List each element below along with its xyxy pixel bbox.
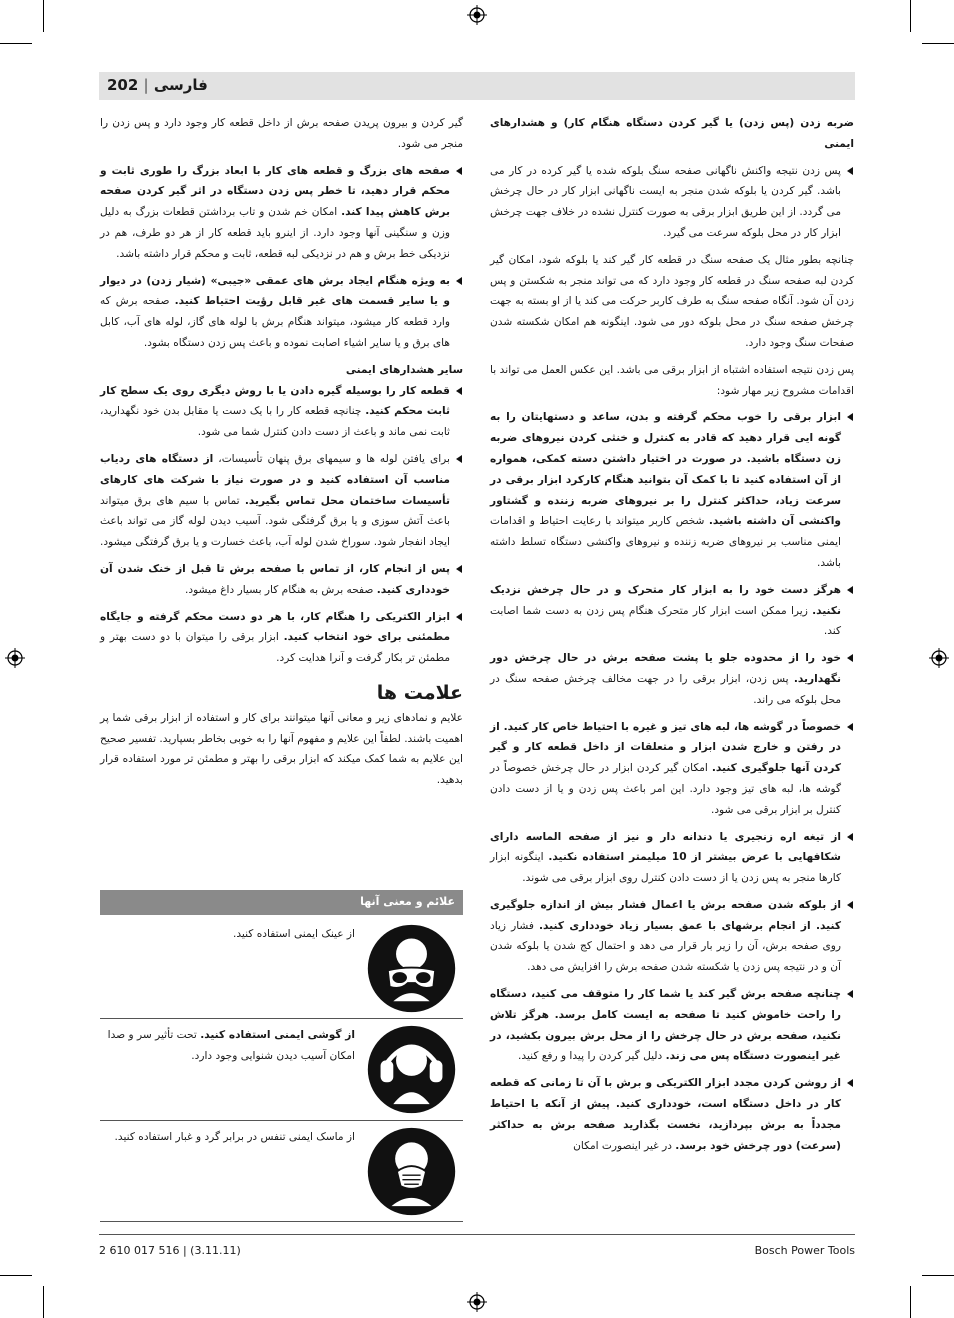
warning-bold: از روشن کردن مجدد ابزار الکتریکی و برش با آن تا زمانی که قطعه کار در داخل دستگاه است، خودداری کنید. پیش از آنکه با احتیاط مجدداً به برش بپردازید، نخست بگذارید صفحه برش به حداکثر (سرعت) دور چرخش خود برسد. [490, 1077, 841, 1152]
warning-bold: از دستگاه های ردیاب مناسب آن استفاده کنید و در صورت نیاز با شرکت های کارهای تأسیسات ساختمان محل تماس بگیرید. [100, 452, 450, 507]
safety-goggles-icon [366, 923, 457, 1014]
list-item [100, 449, 463, 553]
right-column [490, 113, 854, 1162]
warning-text: ابزار برقی را میتوان با دو دست بهتر و مطمئن تر بکار گرفت و آنرا هدایت کرد. [100, 631, 450, 665]
warning-text: صفحه برش به هنگام کار بسیار داغ میشود. [184, 583, 377, 596]
warning-text: شخص کاربر میتواند با رعایت احتیاط و اقدامات ایمنی مناسب بر نیروهای ضربه زننده و نیروهای واکنشی دستگاه تسلط داشته باشد. [490, 515, 841, 569]
symbols-table-header [100, 890, 463, 915]
section-title: علامت ها [376, 681, 463, 704]
dust-mask-icon [366, 1126, 457, 1217]
warning-bold: پس از انجام کار، از تماس با صفحه برش تا قبل از خنک شدن آن خودداری کنید. [100, 562, 450, 596]
table-row [100, 1019, 463, 1121]
page-title [107, 76, 208, 94]
paragraph: پس زدن نتیجه استفاده اشتباه از ابزار برقی می باشد. این عکس العمل می تواند با اقدامات مشروح زیر مهار شود: [490, 363, 854, 397]
symbol-description-text: تحت تأثیر سر و صدا امکان آسیب دیدن شنوایی وجود دارد. [107, 1029, 355, 1062]
list-item [100, 559, 463, 601]
warning-text: تماس با سیم های برق میتواند باعث آتش سوزی و یا برق گرفتگی شود. آسیب دیدن لوله گاز می تواند باعث ایجاد انفجار شود. سوراخ شدن لوله آب، باعث خسارت و یا برق گرفتگی میشود. [100, 494, 450, 549]
warning-text: فشار زیاد روی صفحه برش، آن را زیر بار قرار می دهد و احتمال کج شدن یا بلوکه شدن آن و در نتیجه پس زدن یا شکسته شدن صفحه برش را افزایش می دهد. [490, 919, 841, 974]
header-separator: | [143, 76, 149, 94]
warning-text: صفحه برش که وارد قطعه کار میشود، میتواند هنگام برش با لوله های گاز، لوله های آب، کابل های برق و یا سایر اشیاء اصابت نموده و باعث پس زدن دستگاه بشود. [100, 295, 450, 349]
crop-mark [43, 1286, 44, 1318]
warning-bold: چنانچه صفحه برش گیر کند یا شما کار را متوقف می کنید، دستگاه را راحت خاموش کنید تا صفحه به ایست کامل برسد. هرگز تلاش نکنید، صفحه برش در حال چرخش را از محل برش بیرون بکشید، در غیر اینصورت دستگاه پس می زند. [490, 988, 841, 1063]
list-item [490, 407, 854, 573]
paragraph: علایم و نمادهای زیر و معانی آنها میتوانند برای کار و استفاده از ابزار برقی شما پر اهمیت باشند. لطفاً این علایم و مفهوم آنها را به خوبی بخاطر بسپارید. تفسیر صحیح این علایم به شما کمک میکند که ابزار برقی را بهتر و مطمئن تر مورد استفاده قرار بدهید. [99, 711, 463, 787]
warning-text: چنانچه قطعه کار را با یک دست یا مقابل بدن خود نگهدارید، ثابت نمی ماند و باعث از دست دادن کنترل شما می شود. [100, 405, 450, 439]
section-heading: ضربه زدن (پس زدن) یا گیر کردن دستگاه هنگام کار) و هشدارهای ایمنی [490, 117, 854, 150]
crop-mark [910, 0, 911, 32]
crop-mark [43, 0, 44, 32]
left-column [100, 113, 463, 797]
list-item [100, 381, 463, 443]
warning-text: زیرا ممکن است ابزار کار متحرک هنگام پس زدن به دست شما اصابت کند. [490, 604, 841, 638]
list-item [490, 1073, 854, 1156]
ear-protection-icon [366, 1024, 457, 1115]
symbol-description [105, 1025, 355, 1067]
list-item [100, 161, 463, 265]
brand-name: Bosch Power Tools [754, 1244, 855, 1257]
warning-bold: خود را از محدوده جلو یا پشت صفحه برش در حال چرخش دور نگهدارید. [490, 652, 841, 685]
list-item [490, 648, 854, 710]
warning-text: امکان گیر کردن ابزار در حال چرخش خصوصاً در گوشه ها، لبه های تیز وجود دارد. این امر باعث پس زدن و یا از دست دادن کنترل بر ابزار برقی می شود. [490, 762, 841, 816]
paragraph: چنانچه بطور مثال یک صفحه سنگ در قطعه کار گیر کند یا بلوکه شود، امکان گیر کردن لبه صفحه سنگ در قطعه کار وجود دارد که می تواند منجر به شکستن و پس زدن آن شود. آنگاه صفحه سنگ به طرف کاربر حرکت می کند یا از او بسته به جهت چرخش صفحه سنگ در محل بلوکه دور می شود. اینگونه هم امکان شکسته شدن صفحات سنگ وجود دارد. [490, 253, 854, 349]
warning-bold: ابزار برقی را خوب محکم گرفته و بدن، ساعد و دستهایتان را به گونه ایی قرار دهید که قادر به کنترل و خنثی کردن نیروهای ضربه زن دستگاه باشید. در صورت در اختیار داشتن دسته کمکی، همواره از آن استفاده کنید تا با کمک آن بتوانید هنگام کارکرد ابزار برقی در سرعت زیاد، حداکثر کنترل را بر نیروهای ضربه زننده و گشتاور واکنشی آن داشته باشید. [490, 411, 841, 528]
crop-mark [922, 1275, 954, 1276]
list-item [490, 717, 854, 821]
section-heading: سایر هشدارهای ایمنی [345, 363, 463, 376]
warning-bold: قطعه کار را بوسیله گیره دادن یا با روش دیگری روی یک سطح کار ثابت محکم کنید. [100, 384, 451, 418]
crop-mark [0, 43, 32, 44]
symbols-table-title: علائم و معنی آنها [360, 895, 455, 908]
registration-mark-icon [467, 5, 487, 25]
crop-mark [0, 1275, 32, 1276]
warning-bold: هرگز دست خود را به ابزار کار متحرک و در حال چرخش نزدیک نکنید. [490, 583, 841, 617]
warning-bold: خصوصاً در گوشه ها، لبه های تیز و غیره با احتیاط خاص کار کنید. از در رفتن و خارج شدن ابزار و متعلقات از داخل قطعه کار و گیر کردن آنها جلوگیری کنید. [490, 720, 841, 775]
page-number: 202 [107, 76, 139, 94]
table-row [100, 918, 463, 1019]
symbol-description-bold: از گوشی ایمنی استفاده کنید. [200, 1029, 355, 1041]
warning-text: امکان خم شدن و تاب برداشتن قطعات بزرگ به دلیل وزن و سنگینی آنها وجود دارد. از اینرو باید قطعه کار از هر دو طرف، هم در نزدیکی خط برش و هم در نزدیکی لبه قطعه، ثابت و محکم قرار داشته باشد. [100, 206, 450, 260]
warning-text: اینگونه ابزار کارها منجر به پس زدن یا از دست دادن کنترل روی ابزار برقی می شوند. [490, 851, 841, 885]
registration-mark-icon [929, 648, 949, 668]
paragraph: گیر کردن و بیرون پریدن صفحه برش از داخل قطعه کار وجود دارد و پس زدن را منجر می شود. [100, 117, 463, 150]
warning-bold: به ویژه هنگام ایجاد برش های عمقی «جیبی» (شیار زدن) در دیوار و یا سایر قسمت های غیر قابل رؤیت احتیاط کنید. [100, 274, 450, 308]
warning-text: برای یافتن لوله ها و سیمهای برق پنهان تأسیسات، [213, 452, 450, 465]
list-item [490, 827, 854, 889]
symbol-description-text: از عینک ایمنی استفاده کنید. [232, 928, 355, 940]
symbol-description [105, 924, 355, 945]
warning-text: در غیر اینصورت امکان [573, 1139, 676, 1152]
language-label: فارسی [153, 76, 208, 94]
page-footer [99, 1234, 855, 1257]
warning-bold: از تیغه اره زنجیری یا دندانه دار و نیز از صفحه الماسه دارای شکافهایی با عرض بیشتر از 10 میلیمتر استفاده نکنید. [490, 830, 841, 864]
warning-text: دلیل گیر کردن را پیدا و رفع کنید. [518, 1050, 666, 1063]
paragraph: پس زدن نتیجه واکنش ناگهانی صفحه سنگ بلوکه شده یا گیر کرده در کار می باشد. گیر کردن یا بلوکه شدن منجر به ایست ناگهانی ابزار کار در حال چرخش می گردد. از این طریق ابزار برقی به صورت کنترل نشده در خلاف جهت چرخش ابزار کار در محل بلوکه سرعت می گیرد. [490, 164, 841, 239]
list-item [490, 580, 854, 642]
list-item [100, 271, 463, 354]
crop-mark [922, 43, 954, 44]
list-item [490, 984, 854, 1067]
list-item [490, 161, 854, 244]
document-number: 2 610 017 516 | (3.11.11) [99, 1244, 241, 1257]
list-item [100, 607, 463, 669]
list-item [490, 895, 854, 978]
symbol-description-text: از ماسک ایمنی تنفس در برابر گرد و غبار استفاده کنید. [114, 1131, 355, 1143]
warning-bold: صفحه های بزرگ و قطعه های کار با ابعاد بزرگ را طوری ثابت و محکم قرار دهید، تا خطر پس زدن دستگاه در اثر گیر کردن صفحه برش کاهش پیدا کند. [100, 164, 450, 219]
warning-text: پس زدن، ابزار برقی را در جهت مخالف چرخش صفحه سنگ در محل بلوکه می راند. [490, 672, 841, 706]
registration-mark-icon [467, 1292, 487, 1312]
registration-mark-icon [5, 648, 25, 668]
warning-bold: از بلوکه شدن صفحه برش یا اعمال فشار بیش از اندازه جلوگیری کنید. از انجام برشهای با عمق بسیار زیاد خودداری کنید. [490, 898, 841, 932]
symbol-description [105, 1127, 355, 1148]
warning-bold: ابزار الکتریکی را هنگام کار، با هر دو دست محکم گرفته و جایگاه مطمئنی برای خود انتخاب کنید. [100, 610, 451, 644]
crop-mark [910, 1286, 911, 1318]
page-header [99, 72, 855, 100]
table-row [100, 1121, 463, 1222]
